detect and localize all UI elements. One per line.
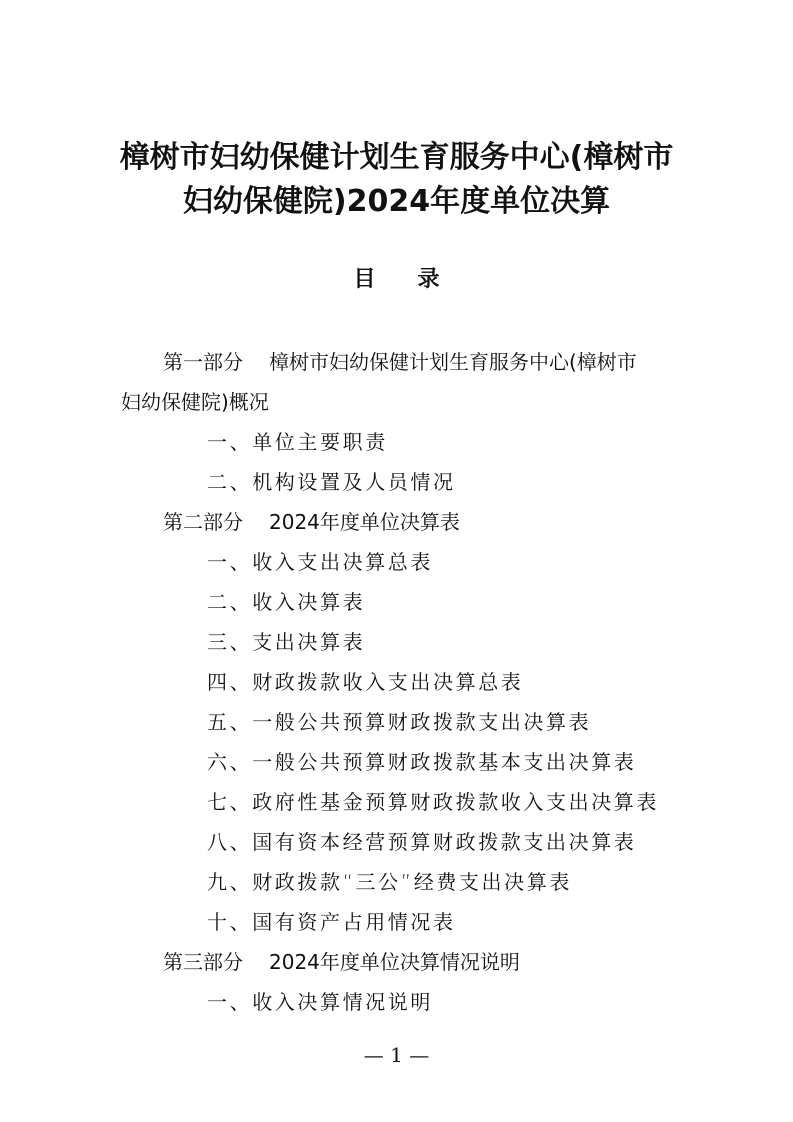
toc-part-2-item-10[interactable]: 十、国有资产占用情况表: [207, 910, 456, 934]
toc-heading-char-2: 录: [417, 267, 440, 292]
document-title-line-2: 妇幼保健院)2024年度单位决算: [182, 184, 611, 219]
toc-part-1-item-1[interactable]: 一、单位主要职责: [207, 430, 388, 454]
toc-part-3-item-1[interactable]: 一、收入决算情况说明: [207, 990, 433, 1014]
toc-part-3-label: 第三部分: [163, 950, 243, 974]
toc-part-2-item-5[interactable]: 五、一般公共预算财政拨款支出决算表: [207, 710, 592, 734]
toc-part-2-item-4[interactable]: 四、财政拨款收入支出决算总表: [207, 670, 524, 694]
toc-heading-char-1: 目: [353, 267, 376, 292]
toc-part-1-title-line-2[interactable]: 妇幼保健院)概况: [121, 390, 269, 414]
page-number: — 1 —: [363, 1043, 430, 1067]
toc-heading: [0, 262, 793, 298]
toc-part-1-label: 第一部分: [163, 350, 243, 374]
document-title-line-1: 樟树市妇幼保健计划生育服务中心(樟树市: [119, 140, 674, 175]
toc-part-2-title: 2024年度单位决算表: [269, 510, 460, 534]
toc-part-2-item-9[interactable]: 九、财政拨款“三公”经费支出决算表: [207, 870, 572, 894]
toc-part-3-title: 2024年度单位决算情况说明: [269, 950, 520, 974]
toc-part-2-item-1[interactable]: 一、收入支出决算总表: [207, 550, 433, 574]
toc-part-2-item-3[interactable]: 三、支出决算表: [207, 630, 366, 654]
toc-part-2-heading[interactable]: [163, 507, 460, 537]
toc-part-1-item-2[interactable]: 二、机构设置及人员情况: [207, 470, 456, 494]
toc-part-3-heading[interactable]: [163, 947, 520, 977]
toc-part-2-label: 第二部分: [163, 510, 243, 534]
toc-part-2-item-8[interactable]: 八、国有资本经营预算财政拨款支出决算表: [207, 830, 637, 854]
toc-part-1-title-line-1: 樟树市妇幼保健计划生育服务中心(樟树市: [269, 350, 637, 374]
toc-part-2-item-2[interactable]: 二、收入决算表: [207, 590, 366, 614]
toc-part-2-item-6[interactable]: 六、一般公共预算财政拨款基本支出决算表: [207, 750, 637, 774]
toc-part-2-item-7[interactable]: 七、政府性基金预算财政拨款收入支出决算表: [207, 790, 659, 814]
toc-part-1-heading[interactable]: [163, 347, 637, 377]
